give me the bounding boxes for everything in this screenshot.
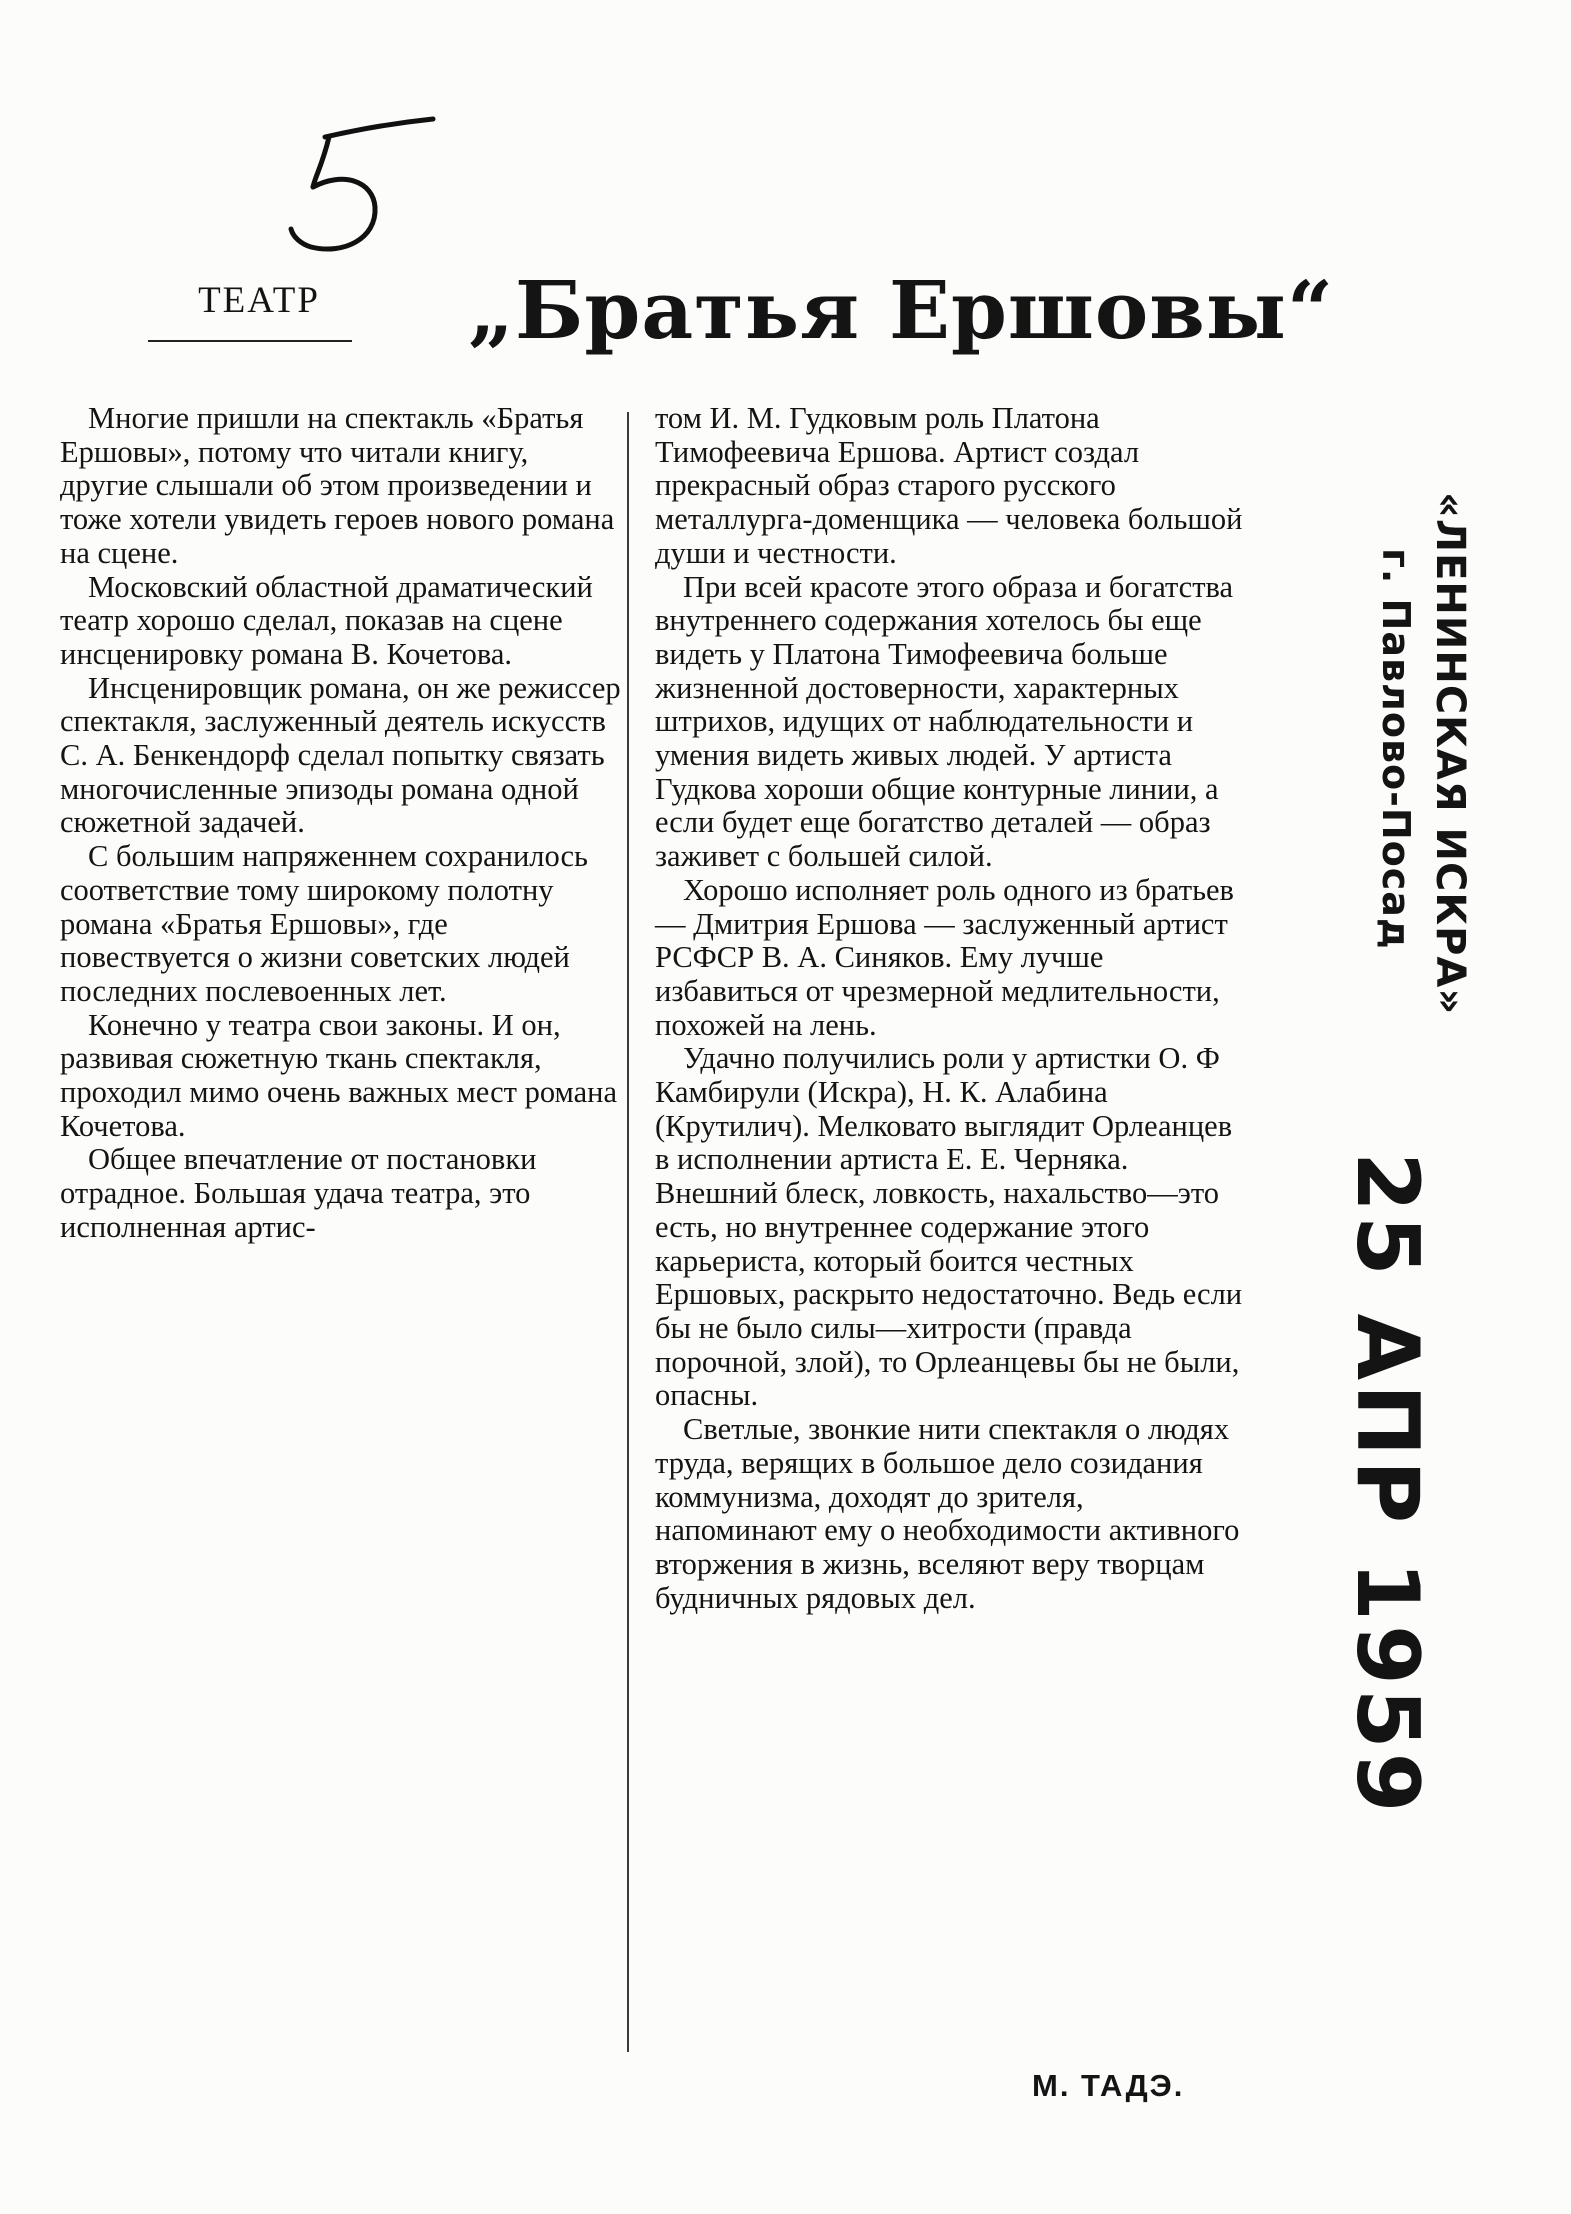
left-column	[60, 402, 622, 1245]
right-column	[655, 402, 1251, 1615]
stamp-city: г. Павлово-Посад	[1374, 548, 1418, 950]
paragraph: Общее впечатление от постановки отрадное. Большая удача театра, это исполненная артис-	[60, 1142, 537, 1244]
paragraph: Многие пришли на спектакль «Братья Ершовы», потому что читали книгу, другие слышали об этом произведении и тоже хотели увидеть героев нового романа на сцене.	[60, 401, 615, 570]
column-divider	[627, 412, 629, 2052]
stamp-date: 25 АПР 1959	[1337, 1152, 1437, 1817]
section-rubric: ТЕАТР	[198, 280, 320, 321]
handwritten-page-number	[285, 115, 440, 265]
paragraph: Хорошо исполняет роль одного из братьев — Дмитрия Ершова — заслуженный артист РСФСР В. А. Синяков. Ему лучше избавиться от чрезмерной медлительности, похожей на лень.	[655, 872, 1234, 1042]
paragraph: Светлые, звонкие нити спектакля о людях труда, верящих в большое дело созидания коммунизма, доходят до зрителя, напоминают ему о необходимости активного вторжения в жизнь, вселяют веру творцам будничных рядовых дел.	[655, 1412, 1240, 1615]
paragraph: Инсценировщик романа, он же режиссер спектакля, заслуженный деятель искусств С. А. Бенкендорф сделал попытку связать многочисленные эпизоды романа одной сюжетной задачей.	[60, 670, 621, 840]
paragraph: Конечно у театра свои законы. И он, развивая сюжетную ткань спектакля, проходил мимо очень важных мест романа Кочетова.	[60, 1007, 617, 1143]
stamp-newspaper-name: «ЛЕНИНСКАЯ ИСКРА»	[1427, 492, 1473, 1016]
article-headline: „Братья Ершовы“	[468, 263, 1335, 357]
paragraph: Московский областной драматический театр хорошо сделал, показав на сцене инсценировку романа В. Кочетова.	[60, 569, 593, 671]
paragraph: При всей красоте этого образа и богатства внутреннего содержания хотелось бы еще видеть у Платона Тимофеевича больше жизненной достоверности, характерных штрихов, идущих от наблюдательности и умения видеть живых людей. У артиста Гудкова хороши общие контурные линии, а если будет еще богатство деталей — образ заживет с большей силой.	[655, 569, 1234, 874]
author-signature: М. ТАДЭ.	[1032, 2068, 1185, 2103]
paragraph: том И. М. Гудковым роль Платона Тимофеевича Ершова. Артист создал прекрасный образ старого русского металлурга-доменщика — человека большой души и честности.	[655, 401, 1243, 570]
paragraph: Удачно получились роли у артистки О. Ф Камбирули (Искра), Н. К. Алабина (Крутилич). Мелковато выглядит Орлеанцев в исполнении артиста Е. Е. Черняка. Внешний блеск, ловкость, нахальство—это есть, но внутреннее содержание этого карьериста, который боится честных Ершовых, раскрыто недостаточно. Ведь если бы не было силы—хитрости (правда порочной, злой), то Орлеанцевы бы не были, опасны.	[655, 1041, 1243, 1413]
rubric-underline	[148, 340, 352, 342]
paragraph: С большим напряженнем сохранилось соответствие тому широкому полотну романа «Братья Ершовы», где повествуется о жизни советских людей последних послевоенных лет.	[60, 839, 588, 1008]
